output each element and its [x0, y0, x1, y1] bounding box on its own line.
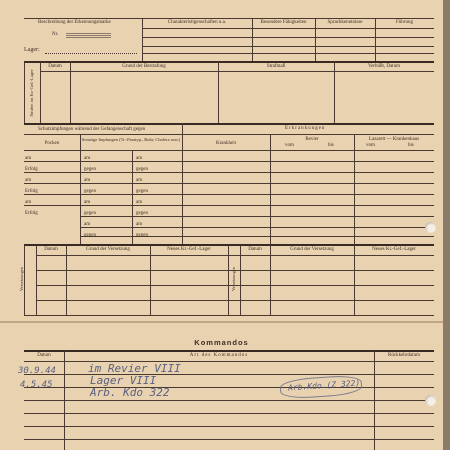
erkrankungen-title: Erkrankungen [285, 126, 326, 131]
erkrankungen-lazarett-bis: bis [408, 143, 414, 148]
versetzungen-grund-header-right: Grund der Versetzung [290, 247, 334, 252]
impfung-cell: gegen [84, 233, 96, 238]
impfung-cell: am [84, 200, 91, 205]
versetzungen-datum-header-right: Datum [248, 247, 262, 252]
kommandos-row-rule [24, 374, 434, 375]
impfungen-sonstige-header: Sonstige Impfungen (Tr.-Paratyp., Ruhr, Cholera usw.) [81, 137, 181, 142]
kommandos-row-rule [24, 439, 434, 440]
versetzungen-left-label: Versetzungen [19, 266, 24, 292]
kommandos-header-rule [24, 361, 434, 362]
strafen-verbuesst-header: Verbüßt, Datum [368, 64, 400, 69]
impfung-cell: am [25, 178, 32, 183]
impfungen-title-rule [24, 134, 434, 135]
kommandos-datum-header: Datum [37, 353, 51, 358]
impfungen-row-rule [80, 236, 434, 237]
versetzungen-lager-header-right: Neues Kr.-Gef.-Lager [372, 247, 416, 252]
header-fuehrung-label: Führung [396, 20, 413, 25]
header-nr-label: Nr. [52, 32, 59, 37]
strafen-strafmass-header: Strafmaß [266, 64, 286, 69]
impfungen-header-rule [24, 150, 434, 151]
kommandos-row-rule [24, 413, 434, 414]
impfung-cell: am [136, 156, 143, 161]
kommando-entry-handwritten: Lager VIII [90, 374, 157, 387]
impfung-cell: am [84, 156, 91, 161]
versetzungen-header-rule [36, 255, 434, 256]
lager-dotted-line [45, 53, 137, 54]
kommandos-row-rule [24, 387, 434, 388]
versetzungen-row-rule [36, 285, 434, 286]
impfungen-pocken-header: Pocken [44, 141, 60, 146]
impfung-cell: gegen [84, 167, 96, 172]
header-row-rule [142, 28, 434, 29]
impfung-cell: am [136, 200, 143, 205]
impfungen-row-rule [80, 216, 434, 217]
impfung-cell: Erfolg [25, 189, 38, 194]
versetzungen-grund-header-left: Grund der Versetzung [86, 247, 130, 252]
impfung-cell: am [25, 200, 32, 205]
header-lager-label: Lager: [24, 47, 40, 53]
impfung-cell: am [25, 156, 32, 161]
versetzungen-top-rule [24, 244, 434, 246]
strafen-side-label: Strafen im Kr.-Gef.-Lager [29, 69, 34, 117]
header-top-rule [24, 18, 434, 19]
impfung-cell: Erfolg [25, 167, 38, 172]
versetzungen-row-rule [36, 300, 434, 301]
impfung-cell: am [84, 178, 91, 183]
kommandos-row-rule [24, 400, 434, 401]
erkrankungen-krankheit-header: Krankheit [216, 141, 236, 146]
kommandos-art-header: Art des Kommandos [189, 353, 249, 358]
versetzungen-right-label: Versetzungen [231, 266, 236, 292]
impfung-cell: gegen [136, 167, 148, 172]
impfung-cell: gegen [136, 189, 148, 194]
kommandos-title: Kommandos [194, 338, 249, 347]
versetzungen-bottom-rule [24, 315, 434, 316]
versetzungen-lager-header-left: Neues Kr.-Gef.-Lager [167, 247, 211, 252]
impfung-cell: gegen [136, 211, 148, 216]
erkrankungen-lazarett-header: Lazarett — Krankenhaus [368, 137, 420, 142]
strafen-grund-header: Grund der Bestrafung [122, 64, 166, 69]
card-fold [0, 321, 443, 323]
erkrankungen-revier-von: vom [285, 143, 294, 148]
kommando-entry-handwritten: Arb. Kdo 322 [90, 386, 170, 399]
impfungen-title: Schutzimpfungen während der Gefangenschaft gegen [38, 127, 146, 132]
erkrankungen-revier-header: Revier [305, 137, 319, 142]
strafen-left-border [24, 62, 25, 123]
strafen-top-rule [24, 61, 434, 63]
header-sprachen-label: Sprachkenntnisse [327, 20, 363, 25]
impfungen-divider [132, 150, 133, 244]
header-charakter-label: Charakteristigenschaften u.a. [167, 20, 227, 25]
punch-hole [425, 222, 436, 233]
impfungen-top-rule [24, 123, 434, 125]
erkrankungen-revier-bis: bis [328, 143, 334, 148]
punch-hole [425, 395, 436, 406]
nr-field-hatching [66, 33, 111, 39]
impfung-cell: am [136, 178, 143, 183]
kommandos-row-rule [24, 426, 434, 427]
impfung-cell: gegen [84, 189, 96, 194]
kommando-date-handwritten: 4.5.45 [20, 380, 53, 390]
impfung-cell: am [84, 222, 91, 227]
impfung-cell: gegen [84, 211, 96, 216]
kommando-stamp-text: Arb.Kdo.(Z 322) [287, 378, 361, 393]
header-row-rule [142, 53, 434, 54]
header-row-rule [142, 46, 434, 47]
erkrankungen-lazarett-von: vom [366, 143, 375, 148]
kommandos-rueckkehr-header: Rückkehrdatum [388, 353, 420, 358]
kommando-date-handwritten: 30.9.44 [18, 366, 56, 376]
versetzungen-datum-header-left: Datum [44, 247, 58, 252]
header-row-rule [142, 37, 434, 38]
impfung-cell: gegen [136, 233, 148, 238]
scan-edge [443, 0, 450, 450]
kommando-entry-handwritten: im Revier VIII [88, 362, 181, 375]
impfung-cell: Erfolg [25, 211, 38, 216]
header-faehigkeiten-label: Besondere Fähigkeiten [260, 20, 307, 25]
strafen-datum-header: Datum [48, 64, 62, 69]
versetzungen-row-rule [36, 270, 434, 271]
strafen-header-rule [40, 71, 434, 72]
kommandos-top-rule [24, 350, 434, 352]
impfung-cell: am [136, 222, 143, 227]
header-erkennungsmarke-label: Beschreibung der Erkennungsmarke [38, 20, 111, 25]
impfungen-row-rule [80, 227, 434, 228]
